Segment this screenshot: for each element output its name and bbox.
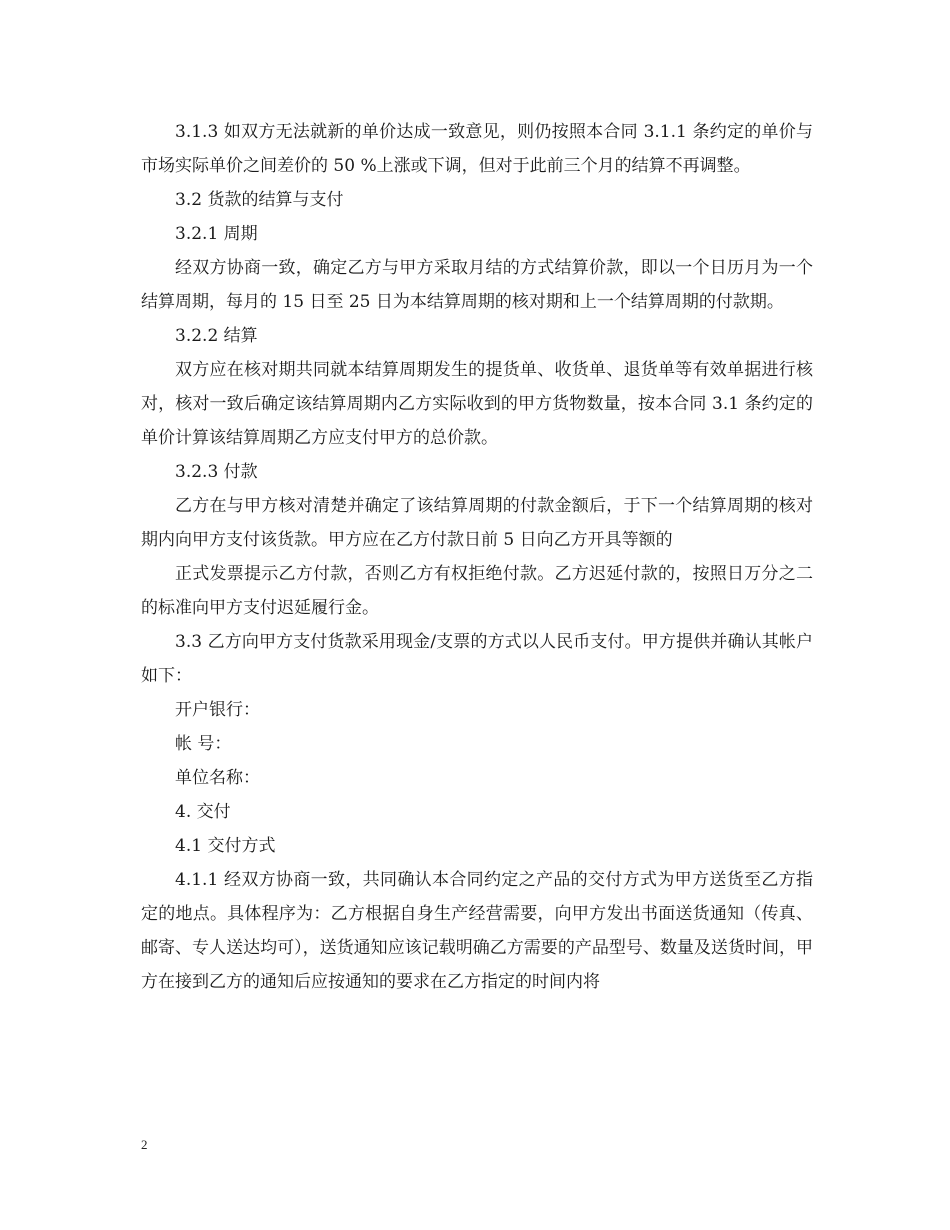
field-bank: 开户银行： <box>175 700 260 720</box>
heading-3-2-2: 3.2.2 结算 <box>175 326 258 346</box>
heading-4-1: 4.1 交付方式 <box>175 836 276 856</box>
heading-4: 4. 交付 <box>175 802 231 822</box>
heading-3-2-3: 3.2.3 付款 <box>175 462 258 482</box>
page-number: 2 <box>141 1137 148 1152</box>
heading-3-2: 3.2 货款的结算与支付 <box>175 190 344 210</box>
paragraph-3-3: 3.3 乙方向甲方支付货款采用现金/支票的方式以人民币支付。甲方提供并确认其帐户如下： <box>141 632 813 686</box>
field-account: 帐 号： <box>175 734 232 754</box>
heading-3-2-1: 3.2.1 周期 <box>175 224 258 244</box>
paragraph-cycle: 经双方协商一致，确定乙方与甲方采取月结的方式结算价款，即以一个日历月为一个结算周期，每月的 15 日至 25 日为本结算周期的核对期和上一个结算周期的付款期。 <box>141 258 813 312</box>
paragraph-4-1-1: 4.1.1 经双方协商一致，共同确认本合同约定之产品的交付方式为甲方送货至乙方指定的地点。具体程序为：乙方根据自身生产经营需要，向甲方发出书面送货通知（传真、邮寄、专人送达均可），送货通知应该记载明确乙方需要的产品型号、数量及送货时间，甲方在接到乙方的通知后应按通知的要求在乙方指定的时间内将 <box>141 870 813 992</box>
paragraph-invoice: 正式发票提示乙方付款，否则乙方有权拒绝付款。乙方迟延付款的，按照日万分之二的标准向甲方支付迟延履行金。 <box>141 564 813 618</box>
document-body <box>141 115 813 999</box>
paragraph-3-1-3: 3.1.3 如双方无法就新的单价达成一致意见，则仍按照本合同 3.1.1 条约定的单价与市场实际单价之间差价的 50 %上涨或下调，但对于此前三个月的结算不再调整。 <box>141 122 813 176</box>
field-unit-name: 单位名称： <box>175 768 260 788</box>
paragraph-payment: 乙方在与甲方核对清楚并确定了该结算周期的付款金额后，于下一个结算周期的核对期内向甲方支付该货款。甲方应在乙方付款日前 5 日向乙方开具等额的 <box>141 496 813 550</box>
paragraph-settlement: 双方应在核对期共同就本结算周期发生的提货单、收货单、退货单等有效单据进行核对，核对一致后确定该结算周期内乙方实际收到的甲方货物数量，按本合同 3.1 条约定的单价计算该结算周期乙方应支付甲方的总价款。 <box>141 360 813 448</box>
